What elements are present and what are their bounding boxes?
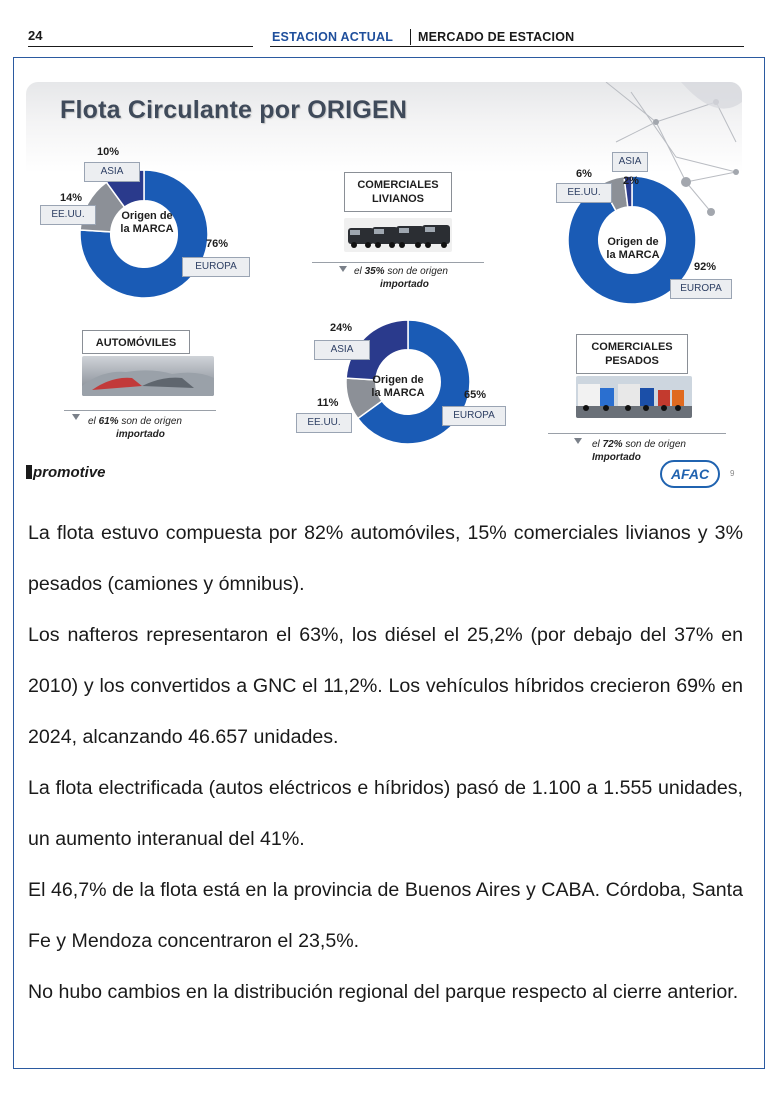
header-separator: [410, 29, 411, 45]
eeuu-pct-autos: 14%: [60, 192, 83, 204]
note-autos-line2: importado: [116, 429, 165, 440]
note-pesados-pct: 72%: [602, 439, 623, 450]
header-rule-right: [270, 46, 744, 47]
note-pesados-post: son de origen: [622, 439, 686, 450]
donut-center-line2: la MARCA: [606, 249, 660, 261]
asia-tag-livianos: ASIA: [314, 340, 370, 360]
asia-pct-autos: 10%: [97, 146, 120, 158]
donut-center-line2: la MARCA: [120, 223, 174, 235]
donut-center-line1: Origen de: [372, 374, 424, 386]
europa-pct-livianos: 65%: [464, 389, 487, 401]
note-autos-pre: el: [88, 416, 99, 427]
note-rule-pesados: [548, 433, 726, 434]
subsection-title: MERCADO DE ESTACION: [418, 30, 575, 44]
asia-pct-livianos: 24%: [330, 322, 353, 334]
donut-center-line2: la MARCA: [371, 387, 425, 399]
vans-photo: [344, 218, 452, 252]
afac-logo: AFAC: [660, 460, 720, 488]
asia-pct-pesados: 2%: [623, 175, 639, 187]
donut-center-label-pesados: [598, 236, 668, 262]
asia-tag-pesados: ASIA: [612, 152, 648, 172]
note-autos-pct: 61%: [98, 416, 119, 427]
paragraph-5: No hubo cambios en la distribución regional del parque respecto al cierre anterior.: [28, 981, 739, 1003]
paragraph-4: El 46,7% de la flota está en la provincia de Buenos Aires y CABA. Córdoba, Santa Fe y Mendoza concentraron el 23,5%.: [28, 879, 743, 952]
eeuu-pct-livianos: 11%: [317, 397, 339, 409]
note-rule-autos: [64, 410, 216, 411]
note-pesados-line2: Importado: [592, 452, 641, 463]
page-number: 24: [28, 28, 43, 43]
asia-tag-autos: ASIA: [84, 162, 140, 182]
eeuu-tag-livianos: EE.UU.: [296, 413, 352, 433]
promotive-logo: [26, 464, 106, 481]
header-rule-left: [28, 46, 253, 47]
arrow-down-icon: [574, 438, 582, 444]
note-livianos: [354, 265, 484, 291]
donut-center-line1: Origen de: [607, 236, 659, 248]
eeuu-tag-pesados: EE.UU.: [556, 183, 612, 203]
paragraph-2: Los nafteros representaron el 63%, los diésel el 25,2% (por debajo del 37% en 2010) y los convertidos a GNC el 11,2%. Los vehículos híbridos crecieron 69% en 2024, alcanzando 46.657 unidades.: [28, 624, 743, 748]
donut-center-label: [112, 210, 182, 236]
promotive-mark-icon: [26, 465, 32, 479]
donut-center-line1: Origen de: [121, 210, 173, 222]
trucks-photo: [576, 376, 692, 418]
note-pesados-pre: el: [592, 439, 603, 450]
article-body: [28, 508, 743, 1018]
note-livianos-line2: importado: [380, 279, 429, 290]
europa-pct-pesados: 92%: [694, 261, 717, 273]
europa-tag-autos: EUROPA: [182, 257, 250, 277]
note-rule-livianos: [312, 262, 484, 263]
category-livianos: [344, 172, 452, 212]
eeuu-pct-pesados: 6%: [576, 168, 592, 180]
eeuu-tag-autos: EE.UU.: [40, 205, 96, 225]
category-autos: AUTOMÓVILES: [82, 330, 190, 354]
europa-pct-autos: 76%: [206, 238, 229, 250]
note-autos-post: son de origen: [118, 416, 182, 427]
paragraph-1: La flota estuvo compuesta por 82% automóviles, 15% comerciales livianos y 3% pesados (camiones y ómnibus).: [28, 522, 743, 595]
note-livianos-pre: el: [354, 266, 365, 277]
promotive-text: promotive: [33, 464, 106, 481]
category-livianos-line2: LIVIANOS: [372, 193, 424, 205]
arrow-down-icon: [72, 414, 80, 420]
section-title: ESTACION ACTUAL: [272, 30, 394, 44]
slide-number: 9: [730, 469, 735, 478]
slide-title: Flota Circulante por ORIGEN: [60, 96, 408, 124]
category-livianos-line1: COMERCIALES: [357, 179, 439, 191]
note-livianos-pct: 35%: [364, 266, 385, 277]
europa-tag-pesados: EUROPA: [670, 279, 732, 299]
category-pesados: [576, 334, 688, 374]
category-pesados-line1: COMERCIALES: [591, 341, 673, 353]
category-pesados-line2: PESADOS: [605, 355, 659, 367]
note-livianos-post: son de origen: [384, 266, 448, 277]
donut-center-label-livianos: [363, 374, 433, 400]
slide-image: [26, 82, 742, 494]
cars-photo: [82, 356, 214, 396]
note-autos: [88, 415, 218, 441]
europa-tag-livianos: EUROPA: [442, 406, 506, 426]
arrow-down-icon: [339, 266, 347, 272]
paragraph-3: La flota electrificada (autos eléctricos e híbridos) pasó de 1.100 a 1.555 unidades, un aumento interanual del 41%.: [28, 777, 743, 850]
